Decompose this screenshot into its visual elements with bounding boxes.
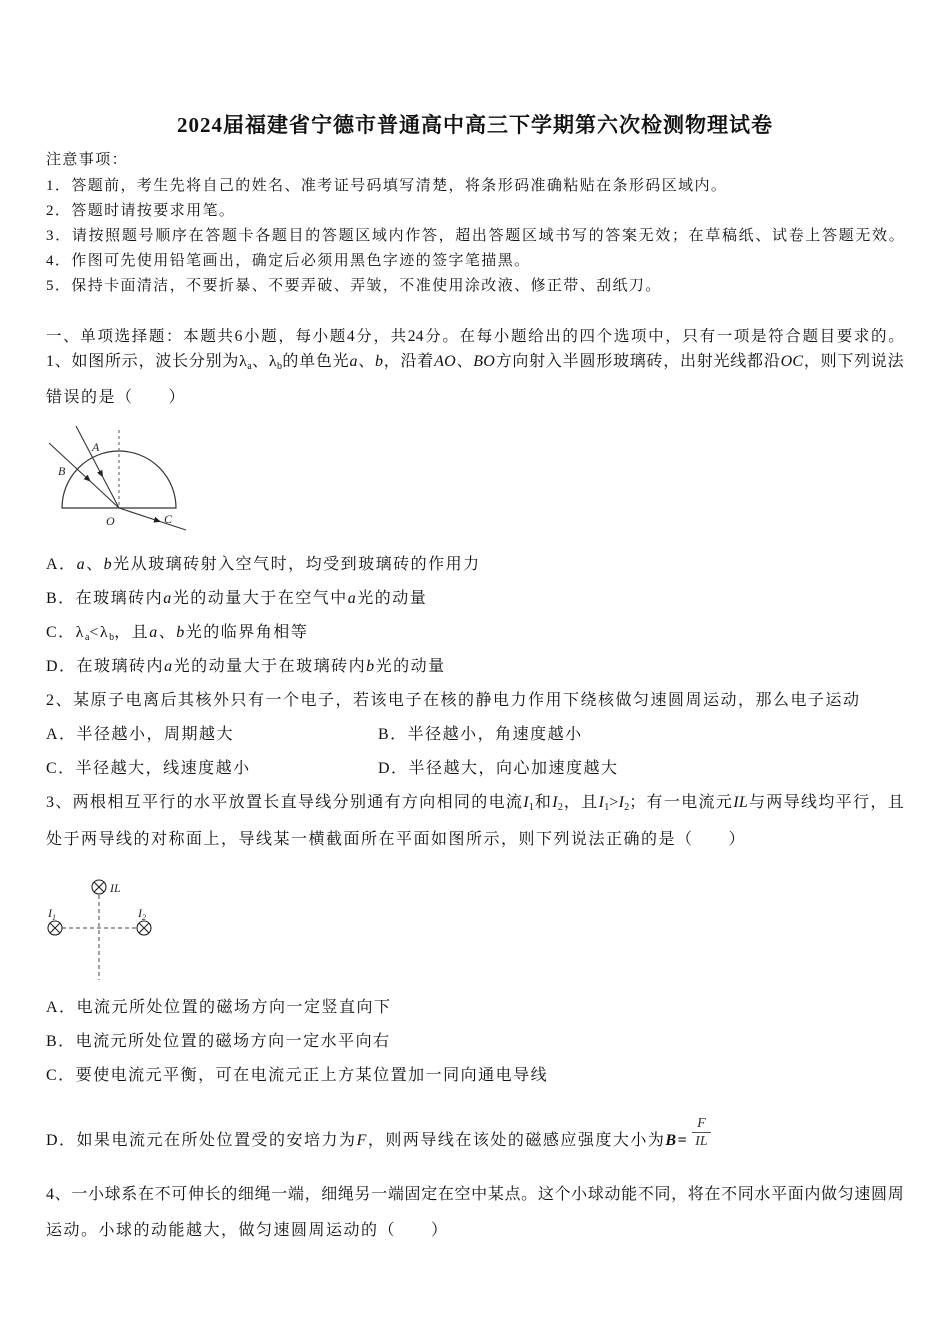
text-run: D．在玻璃砖内	[46, 658, 165, 675]
label-i1-letter: I	[48, 906, 52, 920]
math-symbol: b	[103, 556, 114, 573]
ray-c-arrow-segment	[119, 508, 160, 522]
math-symbol: b	[366, 658, 376, 675]
math-symbol: I	[618, 794, 625, 811]
text-run: A．	[46, 556, 77, 573]
q2-option-a	[46, 724, 234, 746]
math-symbol: a	[149, 624, 159, 641]
label-i2-subscript: 2	[142, 913, 146, 922]
text-run: B．电流元所处位置的磁场方向一定水平向右	[46, 1033, 391, 1050]
text-run: 处于两导线的对称面上，导线某一横截面所在平面如图所示，则下列说法正确的是（ ）	[46, 831, 747, 848]
label-o: O	[106, 514, 115, 528]
text-run: 和	[533, 794, 553, 811]
math-symbol: IL	[733, 794, 749, 811]
text-run: 、	[158, 624, 177, 641]
math-symbol: b	[176, 624, 186, 641]
text-run: C．半径越大，线速度越小	[46, 760, 251, 777]
q1-option-c	[46, 622, 308, 644]
text-run: 3、两根相互平行的水平放置长直导线分别通有方向相同的电流	[46, 794, 524, 811]
q1-option-b	[46, 588, 427, 610]
label-a: A	[92, 440, 100, 454]
text-run: 的单色光	[281, 353, 350, 370]
text-run: 4、一小球系在不可伸长的细绳一端，细绳另一端固定在空中某点。这个小球动能不同，将在不同水平面内做匀速圆周	[46, 1186, 904, 1203]
text-run: 、	[456, 353, 474, 370]
label-i1	[47, 906, 56, 922]
math-symbol: a	[164, 658, 174, 675]
text-run: D．半径越大，向心加速度越大	[378, 760, 619, 777]
note-item-4: 4．作图可先使用铅笔画出，确定后必须用黑色字迹的签字笔描黑。	[46, 253, 531, 269]
text-run: ，且	[562, 794, 599, 811]
text-run: 、	[86, 556, 104, 573]
text-run: ，则下列说法	[803, 353, 904, 370]
math-symbol: I	[523, 794, 529, 811]
text-run: ，且	[114, 624, 150, 641]
note-item-5: 5．保持卡面清洁，不要折暴、不要弄破、弄皱，不准使用涂改液、修正带、刮纸刀。	[46, 278, 662, 294]
q3-stem-line-2	[46, 829, 746, 851]
text-run: 光的动量大于在玻璃砖内	[173, 658, 367, 675]
math-symbol: AO	[434, 353, 456, 370]
label-c: C	[164, 512, 173, 526]
current-element-into-page-icon	[92, 880, 106, 894]
math-symbol: I	[598, 794, 605, 811]
text-run: 、	[357, 353, 375, 370]
q3-option-d-text	[46, 1132, 688, 1149]
q3-option-b	[46, 1031, 391, 1053]
text-run: <λ	[89, 624, 110, 641]
math-symbol: b	[375, 353, 384, 370]
q1-figure-semicircle-glass	[40, 415, 200, 540]
math-symbol: OC	[780, 353, 804, 370]
math-symbol: F	[356, 1132, 368, 1150]
text-run: 与两导线均平行，且	[748, 794, 904, 811]
label-i2-letter: I	[138, 906, 142, 920]
text-run: 错误的是（ ）	[46, 389, 187, 406]
text-run: 方向射入半圆形玻璃砖，出射光线都沿	[495, 353, 781, 370]
q2-option-c	[46, 758, 251, 780]
label-il: IL	[110, 881, 121, 895]
text-run: B．在玻璃砖内	[46, 590, 164, 607]
text-run: >	[609, 794, 619, 811]
math-symbol: B=	[665, 1132, 689, 1150]
wire-1-into-page-icon	[48, 921, 62, 935]
q2-option-d	[378, 758, 619, 780]
q2-stem	[46, 690, 861, 712]
text-run: A．电流元所处位置的磁场方向一定竖直向下	[46, 999, 392, 1016]
section-heading: 一、单项选择题：本题共6小题，每小题4分，共24分。在每小题给出的四个选项中，只有一项是符合题目要求的。	[46, 328, 904, 345]
q3-stem-line-1	[46, 792, 904, 814]
text-run: ，则两导线在该处的磁感应强度大小为	[367, 1132, 666, 1150]
q4-stem-line-1	[46, 1184, 904, 1206]
text-run: C．要使电流元平衡，可在电流元正上方某位置加一同向通电导线	[46, 1067, 549, 1084]
q3-option-a	[46, 997, 392, 1019]
q3-option-c	[46, 1065, 548, 1087]
ray-a-segment	[103, 477, 120, 509]
text-run: B．半径越小，角速度越小	[378, 726, 583, 743]
note-item-2: 2．答题时请按要求用笔。	[46, 203, 236, 219]
label-i1-subscript: 1	[52, 913, 56, 922]
text-run: 、λ	[251, 353, 277, 370]
math-symbol: I	[552, 794, 558, 811]
subscript: 2	[557, 802, 563, 813]
q3-option-d	[46, 1116, 711, 1150]
subscript: b	[109, 632, 115, 643]
text-run: 光的临界角相等	[185, 624, 309, 641]
text-run: D．如果电流元在所处位置受的安培力为	[46, 1132, 357, 1150]
subscript: 1	[528, 802, 534, 813]
subscript: 1	[604, 802, 610, 813]
text-run: 1、如图所示，波长分别为λ	[46, 353, 248, 370]
text-run: 光的动量大于在空气中	[172, 590, 348, 607]
subscript: a	[247, 361, 252, 372]
math-symbol: a	[349, 353, 358, 370]
fraction-f-over-il	[692, 1115, 710, 1150]
ray-b-arrow-segment	[49, 443, 90, 481]
subscript: 2	[624, 802, 630, 813]
note-item-3: 3．请按照题号顺序在答题卡各题目的答题区域内作答，超出答题区域书写的答案无效；在草稿纸、试卷上答题无效。	[46, 228, 904, 244]
ray-b-segment	[90, 481, 119, 508]
wire-2-into-page-icon	[137, 921, 151, 935]
text-run: ；有一电流元	[629, 794, 734, 811]
fraction-denominator: IL	[692, 1132, 710, 1150]
q3-figure-wire-cross-section	[38, 870, 163, 985]
exam-title: 2024届福建省宁德市普通高中高三下学期第六次检测物理试卷	[177, 113, 773, 137]
text-run: 2、某原子电离后其核外只有一个电子，若该电子在核的静电力作用下绕核做匀速圆周运动，那么电子运动	[46, 692, 861, 709]
subscript: a	[84, 632, 90, 643]
math-symbol: a	[76, 556, 87, 573]
q4-stem-line-2	[46, 1220, 449, 1242]
label-i2	[137, 906, 146, 922]
math-symbol: BO	[473, 353, 496, 370]
text-run: 运动。小球的动能越大，做匀速圆周运动的（ ）	[46, 1222, 449, 1239]
label-b: B	[58, 464, 66, 478]
q1-stem-line-1	[46, 351, 904, 373]
text-run: C．λ	[46, 624, 85, 641]
q1-option-a	[46, 554, 481, 576]
notes-heading: 注意事项：	[46, 152, 129, 168]
text-run: A．半径越小，周期越大	[46, 726, 235, 743]
note-item-1: 1．答题前，考生先将自己的姓名、准考证号码填写清楚，将条形码准确粘贴在条形码区域内。	[46, 178, 728, 194]
text-run: 光的动量	[375, 658, 446, 675]
q1-option-d	[46, 656, 446, 678]
fraction-numerator: F	[697, 1116, 706, 1131]
text-run: 光的动量	[357, 590, 428, 607]
q2-option-b	[378, 724, 583, 746]
text-run: 光从玻璃砖射入空气时，均受到玻璃砖的作用力	[113, 556, 481, 573]
q1-stem-line-2	[46, 387, 186, 409]
math-symbol: a	[347, 590, 358, 607]
text-run: ，沿着	[383, 353, 435, 370]
math-symbol: a	[163, 590, 173, 607]
subscript: b	[276, 361, 282, 372]
